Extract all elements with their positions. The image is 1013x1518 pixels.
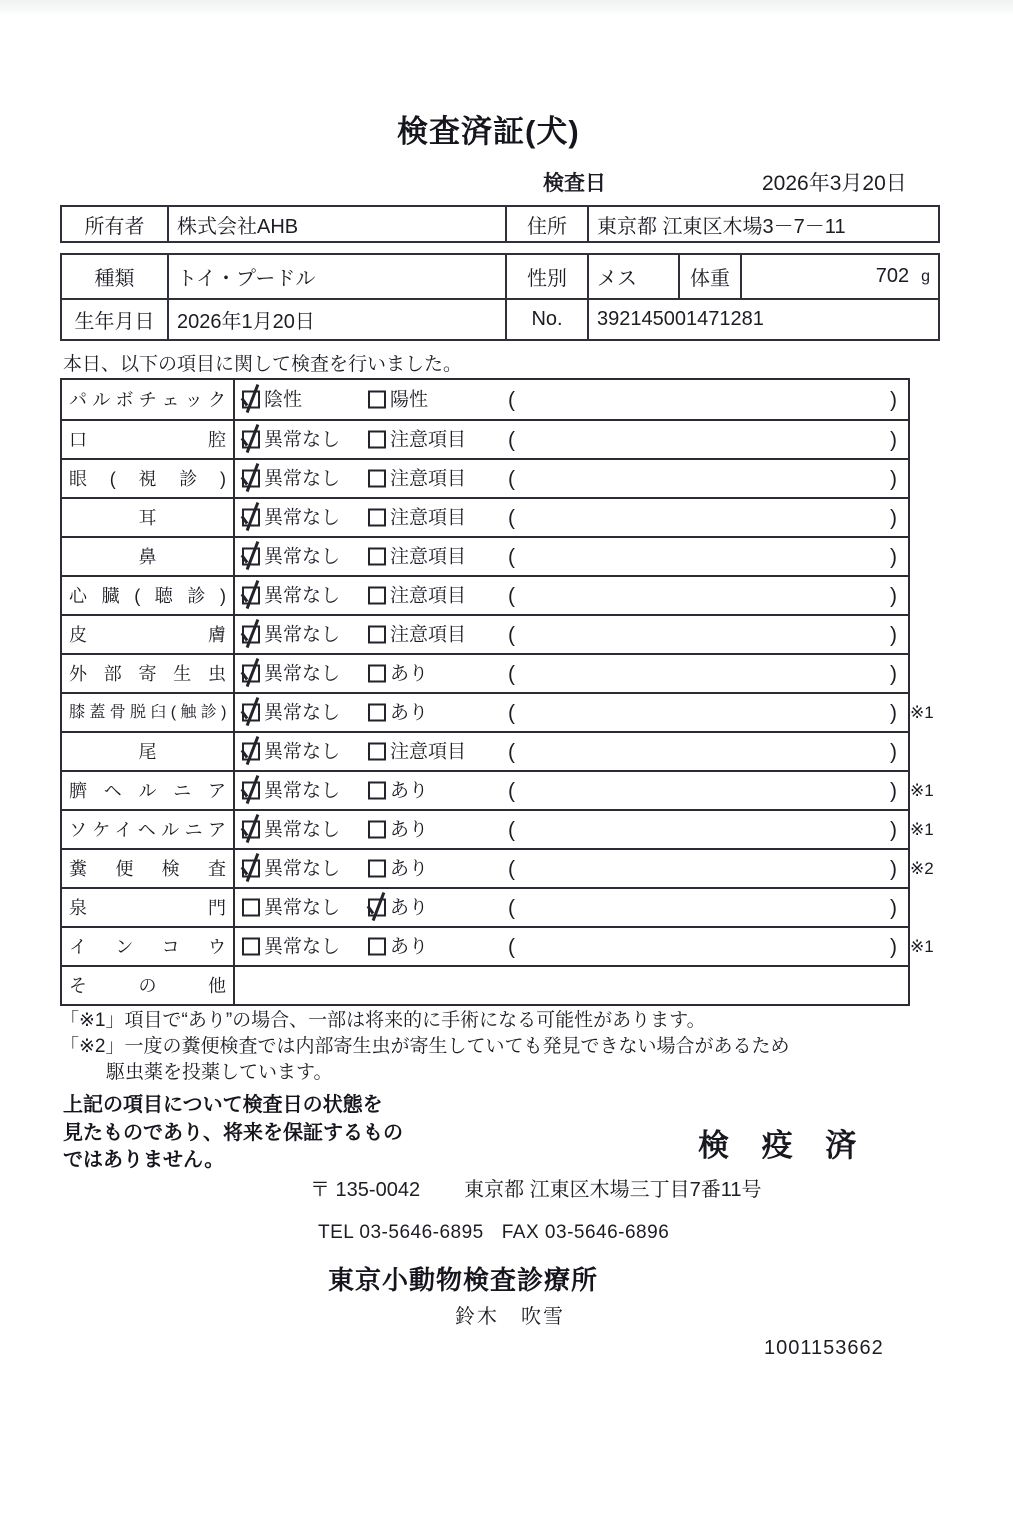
intro-text: 本日、以下の項目に関して検査を行いました。 bbox=[63, 354, 463, 375]
postal-code: 〒 135-0042 bbox=[310, 1179, 421, 1201]
owner-label: 所有者 bbox=[84, 215, 145, 238]
paren-open: ( bbox=[508, 857, 515, 880]
paren-open: ( bbox=[508, 428, 515, 451]
option1 bbox=[242, 781, 340, 800]
option2-label: あり bbox=[390, 858, 429, 879]
paren-open: ( bbox=[508, 467, 515, 490]
paren-close: ) bbox=[890, 467, 897, 490]
paren-close: ) bbox=[890, 623, 897, 646]
option2 bbox=[368, 469, 466, 488]
option2 bbox=[368, 508, 466, 527]
option2 bbox=[368, 547, 466, 566]
option1-label: 異常なし bbox=[264, 468, 341, 489]
option2 bbox=[368, 586, 466, 605]
option1-label: 異常なし bbox=[264, 741, 341, 762]
birth-value: 2026年1月20日 bbox=[167, 300, 505, 339]
paren-close: ) bbox=[890, 935, 897, 958]
checklist-item-cell bbox=[62, 811, 235, 848]
option1 bbox=[242, 859, 340, 878]
address-value: 東京都 江東区木場3－7－11 bbox=[587, 207, 938, 241]
checklist-row-content bbox=[235, 616, 908, 653]
checklist-item-label: インコウ bbox=[69, 936, 226, 957]
checklist-row bbox=[62, 887, 908, 926]
sex-value: メス bbox=[587, 255, 678, 298]
sex-label: 性別 bbox=[505, 255, 587, 298]
document-serial-number: 1001153662 bbox=[764, 1337, 884, 1359]
option1 bbox=[242, 742, 340, 761]
option2 bbox=[368, 703, 428, 722]
option1-checkbox[interactable] bbox=[242, 548, 260, 566]
checklist-item-cell bbox=[62, 694, 235, 731]
checklist-item-cell bbox=[62, 889, 235, 926]
checklist-row bbox=[62, 770, 934, 809]
checklist-item-cell bbox=[62, 577, 235, 614]
option1-label: 異常なし bbox=[264, 546, 341, 567]
checklist-row-content bbox=[235, 577, 908, 614]
footnote-2: 「※2」一度の糞便検査では内部寄生虫が寄生していても発見できない場合があるため bbox=[60, 1036, 790, 1057]
checklist-item-cell bbox=[62, 655, 235, 692]
option1-checkbox[interactable] bbox=[242, 860, 260, 878]
checklist-row-content bbox=[235, 850, 908, 887]
checklist-item-cell bbox=[62, 967, 235, 1004]
option2 bbox=[368, 781, 428, 800]
paren-open: ( bbox=[508, 896, 515, 919]
option1 bbox=[242, 469, 340, 488]
footnote-1: 「※1」項目で“あり”の場合、一部は将来的に手術になる可能性があります。 bbox=[60, 1010, 706, 1031]
option1 bbox=[242, 390, 302, 409]
checklist-row bbox=[62, 497, 908, 536]
checklist-row bbox=[62, 692, 934, 731]
option2-checkbox[interactable] bbox=[368, 626, 386, 644]
checklist-row bbox=[62, 731, 908, 770]
option1 bbox=[242, 898, 340, 917]
checklist-row bbox=[62, 575, 908, 614]
checklist-row-content bbox=[235, 421, 908, 458]
paren-close: ) bbox=[890, 545, 897, 568]
checklist-row-content bbox=[235, 733, 908, 770]
option2-checkbox[interactable] bbox=[368, 743, 386, 761]
checklist-row bbox=[62, 458, 908, 497]
checklist-item-label: 皮膚 bbox=[69, 624, 226, 645]
examiner-name: 鈴木 吹雪 bbox=[455, 1306, 565, 1328]
option2-label: 注意項目 bbox=[390, 546, 467, 567]
option2-label: あり bbox=[390, 663, 429, 684]
option1 bbox=[242, 703, 340, 722]
option1-label: 異常なし bbox=[264, 858, 341, 879]
checklist-item-label: 糞便検査 bbox=[69, 858, 226, 879]
option1-label: 異常なし bbox=[264, 819, 341, 840]
option2-checkbox[interactable] bbox=[368, 938, 386, 956]
option1 bbox=[242, 937, 340, 956]
paren-close: ) bbox=[890, 857, 897, 880]
option1 bbox=[242, 430, 340, 449]
option2-label: 注意項目 bbox=[390, 585, 467, 606]
weight-cell bbox=[740, 255, 938, 298]
checklist-row bbox=[62, 536, 908, 575]
checklist-item-label: パルボチェック bbox=[69, 389, 226, 410]
row-note: ※1 bbox=[910, 819, 934, 839]
no-value: 392145001471281 bbox=[587, 300, 938, 339]
breed-row bbox=[62, 255, 938, 298]
option2-checkbox[interactable] bbox=[368, 821, 386, 839]
checklist-row-content bbox=[235, 928, 908, 965]
option2-checkbox[interactable] bbox=[368, 860, 386, 878]
checklist-row-content bbox=[235, 460, 908, 497]
option1-checkbox[interactable] bbox=[242, 899, 260, 917]
option1-checkbox[interactable] bbox=[242, 938, 260, 956]
address-label: 住所 bbox=[505, 207, 587, 241]
disclaimer-line-3: ではありません。 bbox=[63, 1149, 225, 1171]
footnote-2-cont: 駆虫薬を投薬しています。 bbox=[106, 1062, 333, 1083]
option1-checkbox[interactable] bbox=[242, 743, 260, 761]
checklist-item-label: その他 bbox=[69, 975, 226, 996]
checklist-row-content bbox=[235, 538, 908, 575]
option1-checkbox[interactable] bbox=[242, 704, 260, 722]
option1-label: 異常なし bbox=[264, 780, 341, 801]
option2 bbox=[368, 859, 428, 878]
option1 bbox=[242, 820, 340, 839]
paren-close: ) bbox=[890, 428, 897, 451]
checklist-row-content bbox=[235, 811, 908, 848]
option1-checkbox[interactable] bbox=[242, 626, 260, 644]
checklist-row bbox=[62, 380, 908, 419]
checklist-item-label: 外部寄生虫 bbox=[69, 663, 226, 684]
option1-label: 異常なし bbox=[264, 702, 341, 723]
checklist-row bbox=[62, 614, 908, 653]
option1-label: 異常なし bbox=[264, 624, 341, 645]
option1-label: 異常なし bbox=[264, 429, 341, 450]
option2 bbox=[368, 664, 428, 683]
birth-row bbox=[62, 298, 938, 339]
page-title: 検査済証(犬) bbox=[397, 114, 580, 149]
option1 bbox=[242, 664, 340, 683]
paren-close: ) bbox=[890, 779, 897, 802]
option2-checkbox[interactable] bbox=[368, 391, 386, 409]
checklist-item-label: 眼(視診) bbox=[69, 468, 226, 489]
paren-close: ) bbox=[890, 701, 897, 724]
paren-open: ( bbox=[508, 740, 515, 763]
option1-label: 異常なし bbox=[264, 585, 341, 606]
option2 bbox=[368, 430, 466, 449]
checklist-item-label: 膝蓋骨脱臼(触診) bbox=[69, 703, 226, 721]
row-note: ※1 bbox=[910, 780, 934, 800]
option1-checkbox[interactable] bbox=[242, 821, 260, 839]
option2-checkbox[interactable] bbox=[368, 665, 386, 683]
option2-checkbox[interactable] bbox=[368, 431, 386, 449]
breed-value: トイ・プードル bbox=[167, 255, 505, 298]
option2-checkbox[interactable] bbox=[368, 704, 386, 722]
checklist-item-label: 尾 bbox=[138, 741, 157, 762]
disclaimer bbox=[63, 1092, 403, 1175]
checklist-row-content bbox=[235, 772, 908, 809]
option1 bbox=[242, 508, 340, 527]
checklist-item-label: 心臓(聴診) bbox=[69, 585, 226, 606]
option2-checkbox[interactable] bbox=[368, 470, 386, 488]
option1-checkbox[interactable] bbox=[242, 665, 260, 683]
checklist-row bbox=[62, 848, 934, 887]
weight-label: 体重 bbox=[678, 255, 740, 298]
option1-checkbox[interactable] bbox=[242, 587, 260, 605]
option2-checkbox[interactable] bbox=[368, 782, 386, 800]
owner-value: 株式会社AHB bbox=[167, 207, 505, 241]
option2-checkbox[interactable] bbox=[368, 509, 386, 527]
option1 bbox=[242, 625, 340, 644]
option2 bbox=[368, 390, 428, 409]
paren-close: ) bbox=[890, 740, 897, 763]
checklist-item-cell bbox=[62, 733, 235, 770]
paren-open: ( bbox=[508, 935, 515, 958]
checklist-item-cell bbox=[62, 538, 235, 575]
checklist-row-content bbox=[235, 967, 908, 1004]
breed-label: 種類 bbox=[94, 268, 135, 290]
option1-checkbox[interactable] bbox=[242, 391, 260, 409]
footnotes bbox=[60, 1008, 790, 1086]
birth-label: 生年月日 bbox=[74, 311, 155, 333]
checklist-row bbox=[62, 809, 934, 848]
option1-checkbox[interactable] bbox=[242, 470, 260, 488]
option2-label: 陽性 bbox=[390, 389, 429, 410]
option1 bbox=[242, 547, 340, 566]
option2-label: 注意項目 bbox=[390, 624, 467, 645]
option1-label: 異常なし bbox=[264, 897, 341, 918]
checklist-row-content bbox=[235, 380, 908, 419]
option2-checkbox[interactable] bbox=[368, 587, 386, 605]
weight-unit: g bbox=[921, 267, 930, 285]
paren-close: ) bbox=[890, 388, 897, 411]
checklist-row-content bbox=[235, 694, 908, 731]
option2 bbox=[368, 625, 466, 644]
owner-table bbox=[60, 205, 940, 243]
checklist-row-content bbox=[235, 889, 908, 926]
paren-open: ( bbox=[508, 545, 515, 568]
option2-label: 注意項目 bbox=[390, 429, 467, 450]
paren-open: ( bbox=[508, 818, 515, 841]
row-note: ※2 bbox=[910, 858, 934, 878]
checklist-item-label: 臍ヘルニア bbox=[69, 780, 226, 801]
inspection-date-label: 検査日 bbox=[543, 172, 606, 195]
paren-open: ( bbox=[508, 623, 515, 646]
option2-label: あり bbox=[390, 702, 429, 723]
clinic-name: 東京小動物検査診療所 bbox=[328, 1265, 599, 1295]
option1-label: 陰性 bbox=[264, 389, 303, 410]
checklist-item-cell bbox=[62, 380, 235, 419]
checklist-item-label: 鼻 bbox=[138, 546, 157, 567]
inspection-date-value: 2026年3月20日 bbox=[762, 172, 907, 195]
option2 bbox=[368, 820, 428, 839]
owner-row bbox=[62, 207, 938, 241]
option1-checkbox[interactable] bbox=[242, 782, 260, 800]
checklist-table bbox=[60, 378, 934, 1006]
disclaimer-line-1: 上記の項目について検査日の状態を bbox=[63, 1094, 383, 1116]
checklist-row bbox=[62, 653, 908, 692]
option1-checkbox[interactable] bbox=[242, 509, 260, 527]
no-label: No. bbox=[505, 300, 587, 339]
option2-checkbox[interactable] bbox=[368, 548, 386, 566]
checklist-item-label: ソケイヘルニア bbox=[69, 819, 226, 840]
option1-label: 異常なし bbox=[264, 663, 341, 684]
checklist-item-label: 耳 bbox=[138, 507, 157, 528]
quarantine-stamp: 検 疫 済 bbox=[698, 1128, 869, 1163]
checklist-row-content bbox=[235, 655, 908, 692]
row-note: ※1 bbox=[910, 936, 934, 956]
checklist-item-cell bbox=[62, 421, 235, 458]
paren-open: ( bbox=[508, 701, 515, 724]
paren-close: ) bbox=[890, 662, 897, 685]
clinic-fax: FAX 03-5646-6896 bbox=[501, 1222, 670, 1243]
option2 bbox=[368, 898, 428, 917]
weight-value: 702 bbox=[875, 265, 910, 287]
clinic-postal-line bbox=[310, 1173, 762, 1202]
row-note: ※1 bbox=[910, 702, 934, 722]
checklist-item-cell bbox=[62, 928, 235, 965]
checklist-row bbox=[62, 419, 908, 458]
checklist-item-cell bbox=[62, 499, 235, 536]
animal-table bbox=[60, 253, 940, 341]
checklist-item-cell bbox=[62, 850, 235, 887]
option1-label: 異常なし bbox=[264, 936, 341, 957]
checklist-item-cell bbox=[62, 460, 235, 497]
option1 bbox=[242, 586, 340, 605]
clinic-address: 東京都 江東区木場三丁目7番11号 bbox=[464, 1179, 762, 1201]
paren-close: ) bbox=[890, 506, 897, 529]
paren-open: ( bbox=[508, 584, 515, 607]
clinic-tel: TEL 03-5646-6895 bbox=[318, 1222, 484, 1243]
option1-checkbox[interactable] bbox=[242, 431, 260, 449]
checklist-row bbox=[62, 965, 908, 1004]
option2 bbox=[368, 742, 466, 761]
option2-label: あり bbox=[390, 819, 429, 840]
checklist-item-label: 口腔 bbox=[69, 429, 226, 450]
disclaimer-line-2: 見たものであり、将来を保証するもの bbox=[63, 1121, 403, 1144]
option2-label: 注意項目 bbox=[390, 468, 467, 489]
paren-close: ) bbox=[890, 896, 897, 919]
paren-open: ( bbox=[508, 388, 515, 411]
paren-open: ( bbox=[508, 779, 515, 802]
checklist-item-label: 泉門 bbox=[69, 897, 226, 918]
option2-label: 注意項目 bbox=[390, 741, 467, 762]
option2-label: あり bbox=[390, 897, 429, 918]
checklist-item-cell bbox=[62, 772, 235, 809]
option1-label: 異常なし bbox=[264, 507, 341, 528]
checklist-row bbox=[62, 926, 934, 965]
option2 bbox=[368, 937, 428, 956]
paren-open: ( bbox=[508, 662, 515, 685]
checklist-row-content bbox=[235, 499, 908, 536]
paren-close: ) bbox=[890, 584, 897, 607]
option2-label: あり bbox=[390, 780, 429, 801]
option2-checkbox[interactable] bbox=[368, 899, 386, 917]
paren-open: ( bbox=[508, 506, 515, 529]
option2-label: 注意項目 bbox=[390, 507, 467, 528]
checklist-item-cell bbox=[62, 616, 235, 653]
clinic-tel-line bbox=[318, 1222, 669, 1244]
paren-close: ) bbox=[890, 818, 897, 841]
option2-label: あり bbox=[390, 936, 429, 957]
